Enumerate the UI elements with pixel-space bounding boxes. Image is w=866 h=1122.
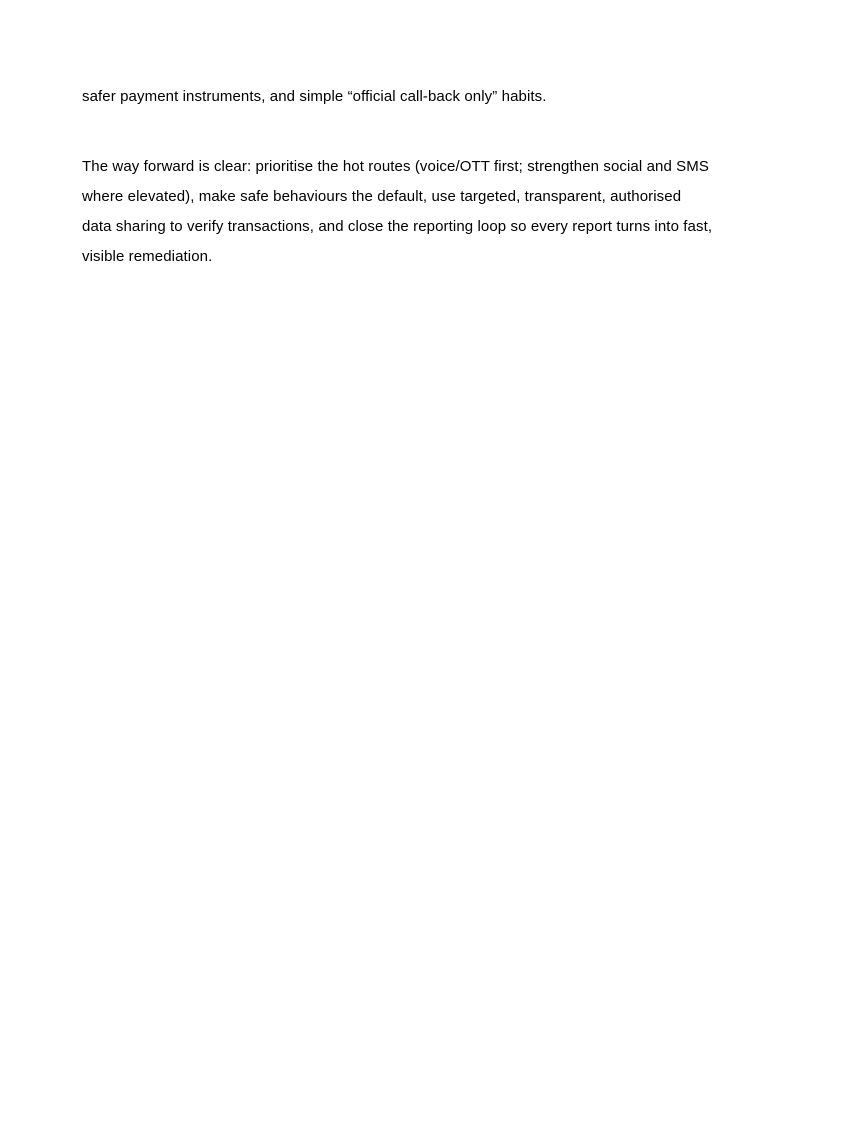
text-line: visible remediation.	[82, 248, 213, 265]
document-body	[82, 82, 786, 312]
text-line: data sharing to verify transactions, and close the reporting loop so every report turns into fast,	[82, 218, 713, 235]
text-line: The way forward is clear: prioritise the hot routes (voice/OTT first; strengthen social and SMS	[82, 158, 709, 175]
text-line: where elevated), make safe behaviours the default, use targeted, transparent, authorised	[82, 188, 682, 205]
text-line: safer payment instruments, and simple “official call-back only” habits.	[82, 88, 547, 105]
paragraph	[82, 152, 786, 272]
paragraph	[82, 82, 786, 112]
